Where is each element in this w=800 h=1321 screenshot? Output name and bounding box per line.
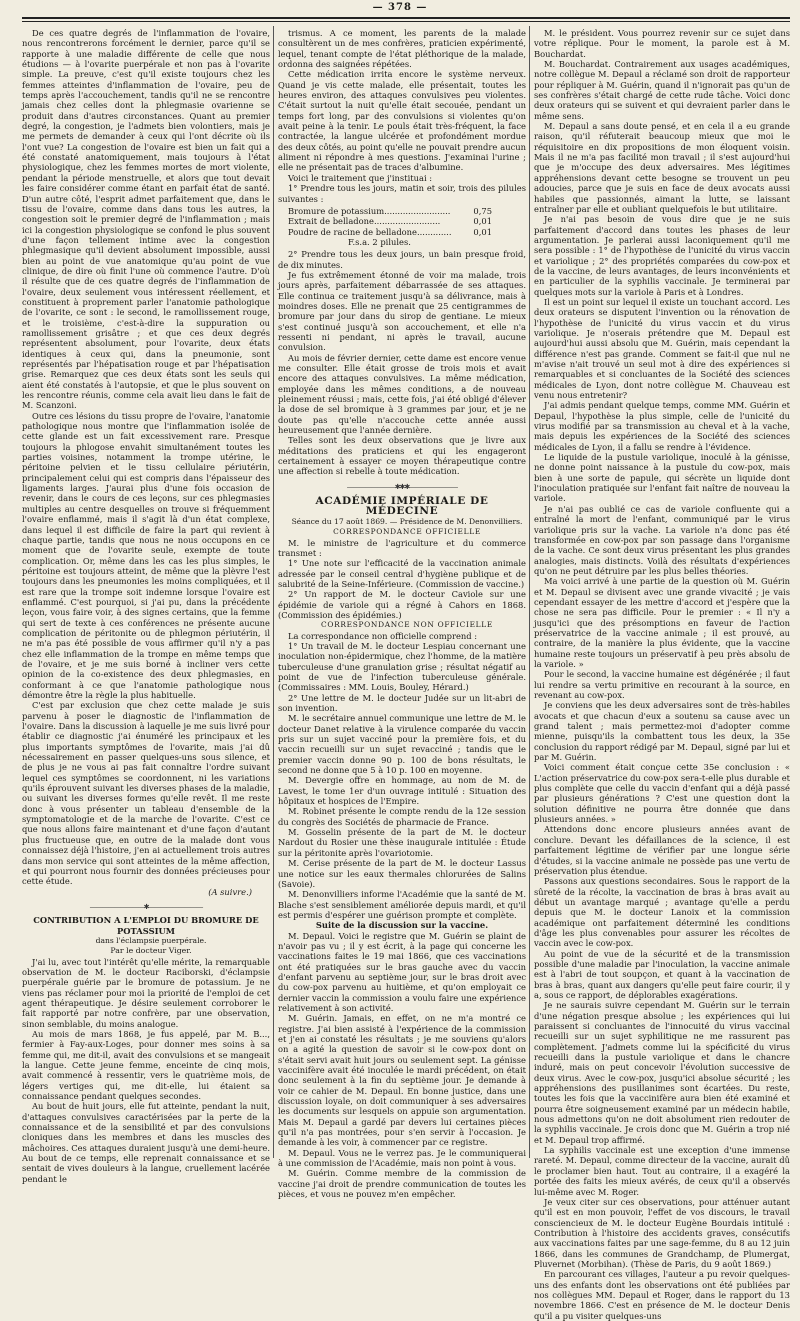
paragraph: M. Depaul. Vous ne le verrez pas. Je le communiquerai à une commission de l'Académie, mais non point à vous. (278, 1147, 526, 1169)
paragraph: M. Depaul a sans doute pensé, et en cela il a eu grande raison, qu'il réfuterait beaucoup mieux que moi le réquisitoire en dix propositions de mon éloquent voisin. Mais il ne m'a pas facilité mon travail ; il s'est aujourd'hui que je m'occupe des deux adversaires. Mes légitimes appréhensions devant cette besogne se trouvent un peu adoucies, parce que je suis en face de deux avocats aussi habiles que passionnés, aimant la lutte, se laissant entraîner par elle et oubliant quelquefois le but utilitaire. (534, 121, 790, 214)
formula-row (288, 227, 526, 237)
paragraph: Au mois de février dernier, cette dame est encore venue me consulter. Elle était grosse de trois mois et avait encore des attaques convulsives. La même médication, employée dans les mêmes conditions, a de nouveau pleinement réussi ; mais, cette fois, j'ai été obligé d'élever la dose de sel bromique à 3 grammes par jour, et je ne doute pas qu'elle n'accouche cette année aussi heureusement que l'année dernière. (278, 352, 526, 436)
formula-item: Poudre de racine de belladone............. (288, 226, 452, 237)
paragraph: Cette médication irrita encore le système nerveux. Quand je vis cette malade, elle présentait, toutes les heures environ, des attaques convulsives peu violentes. C'était surtout la nuit qu'elle était secouée, pendant un temps fort long, par des convulsions si violentes qu'on avait peine à la tenir. Le pouls était très-fréquent, la face contractée, la langue ulcérée et profondément mordue des deux côtés, au point qu'elle ne pouvait prendre aucun aliment ni répondre à mes questions. J'examinai l'urine ; elle ne présentait pas de traces d'albumine. (278, 69, 526, 173)
paragraph: Attendons donc encore plusieurs années avant de conclure. Devant les défaillances de la science, il est parfaitement légitime de vérifier par une longue série d'études, si la vaccine animale ne possède pas une vertu de préservation plus étendue. (534, 824, 790, 876)
paragraph: De ces quatre degrés de l'inflammation de l'ovaire, nous rencontrerons forcément le dernier, parce qu'il se rapporte à une maladie différente de celle que nous étudions — à l'ovarite puerpérale et non pas à l'ovarite simple. La preuve, c'est qu'il existe toujours chez les femmes atteintes d'inflammation de l'ovaire, peu de temps après l'accouchement, tandis qu'il ne se rencontre jamais chez celles dont la phlegmasie ovarienne se produit dans d'autres circonstances. Quant au premier degré, la congestion, je l'admets bien volontiers, mais je me permets de demander à ceux qui l'ont décrite où ils l'ont vue? La congestion de l'ovaire est bien un fait qui a été constaté anatomiquement, mais toujours à l'état physiologique, chez les femmes mortes de mort violente, pendant la période menstruelle, et alors que tout devait les faire considérer comme étant en parfait état de santé. D'un autre côté, l'esprit admet parfaitement que, dans le tissu de l'ovaire, comme dans dans tous les autres, la congestion soit le premier degré de l'inflammation ; mais ici la congestion physiologique se confond le plus souvent d'une façon tellement intime avec la congestion phlegmasique qu'il devient absolument impossible, aussi bien au point de vue anatomique qu'au point de vue clinique, de dire où finit l'une où commence l'autre. D'où il résulte que de ces quatre degrés de l'inflammation de l'ovaire, deux seulement vous intéressent réellement, et constituent à proprement parler l'anatomie pathologique de l'ovarite, ce sont : le second, le ramollissement rouge, et le troisième, c'est-à-dire la suppuration ou ramollissement grisâtre ; et que ces deux degrés représentent absolument, pour l'ovarite, deux états identiques à ceux qui, dans la pneumonie, sont représentés par l'hépatisation rouge et par l'hépatisation grise. Remarquez que ces deux états sont les seuls qui aient été constatés à l'autopsie, et que le plus souvent on les rencontre réunis, comme cela avait lieu dans le fait de M. Scanzoni. (22, 28, 270, 411)
section-heading: CORRESPONDANCE OFFICIELLE (333, 527, 481, 537)
paragraph: M. Guérin. Jamais, en effet, on ne m'a montré ce registre. J'ai bien assisté à l'expérience de la commission et j'en ai constaté les résultats ; je me souviens qu'alors on a agité la question de savoir si le cow-pox dont on s'était servi avait huit jours ou seulement sept. La génisse vaccinifère avait été inoculée le mardi précédent, on était donc seulement à la fin du septième jour. Je demande à voir ce cahier de M. Depaul. En bonne justice, dans une discussion loyale, on doit communiquer à ses adversaires les documents sur lesquels on appuie son argumentation. Mais M. Depaul a gardé par devers lui certaines pièces qu'il n'a pas montrées, pour s'en servir à l'occasion. Je demande à les voir, à commencer par ce registre. (278, 1013, 526, 1148)
paragraph: La correspondance non officielle comprend : (288, 630, 478, 641)
paragraph: Telles sont les deux observations que je livre aux méditations des praticiens et qui les engageront certainement à essayer ce moyen thérapeutique contre une affection si rebelle à toute médication. (278, 435, 526, 477)
section-heading: Suite de la discussion sur la vaccine. (315, 920, 489, 931)
paragraph: La syphilis vaccinale est une exception d'une immense rareté. M. Depaul, comme directeur de la vaccine, aurait dû le proclamer bien haut. Tout au contraire, il a exagéré la portée des faits les mieux avérés, de ceux qu'il a observés lui-même avec M. Roger. (534, 1145, 790, 1197)
paragraph: 2° Un rapport de M. le docteur Caviole sur une épidémie de variole qui a régné à Cahors en 1868. (Commission des épidémies.) (278, 589, 526, 620)
paragraph: Je conviens que les deux adversaires sont de très-habiles avocats et que chacun d'eux a soutenu sa cause avec un grand talent ; mais permettez-moi d'adopter comme mienne, puisqu'ils la combattent tous les deux, la 35e conclusion du rapport rédigé par M. Depaul, signé par lui et par M. Guérin. (534, 700, 790, 763)
article-subtitle: dans l'éclampsie puerpérale. (95, 935, 207, 945)
column-3 (534, 28, 790, 1321)
paragraph: 1° Une note sur l'efficacité de la vaccination animale adressée par le conseil central d'hygiène publique et de salubrité de la Seine-Inférieure. (Commission de vaccine.) (278, 558, 526, 589)
prescription-formula (288, 206, 526, 247)
header-rule-thin (22, 21, 790, 22)
paragraph: Je ne saurais suivre cependant M. Guérin sur le terrain d'une négation presque absolue ; les expériences qui lui paraissent si concluantes de l'innocuité du virus vaccinal recueilli sur un sujet syphilitique ne me rassurent pas complètement. J'admets comme lui la spécificité du virus recueilli dans la pustule variolique et dans le chancre induré, mais on peut concevoir l'évolution successive de deux virus. Avec le cow-pox, jusqu'ici absolue sécurité ; les appréhensions des pusillanimes sont écartées. Du reste, toutes les fois que la vaccinifère aura bien été examiné et pourra être soigneusement examiné par un médecin habile, nous admettons qu'on ne doit absolument rien redouter de la syphilis vaccinale. Je crois donc que M. Guérin a trop nié et M. Depaul trop affirmé. (534, 1000, 790, 1145)
paragraph: Il est un point sur lequel il existe un touchant accord. Les deux orateurs se disputent l'invention ou la rénovation de l'hypothèse de l'unicité du virus vaccin et du virus variolique. Je n'oserais prétendre que M. Depaul est aujourd'hui aussi absolu que M. Guérin, mais cependant la différence n'est pas grande. Comment se fait-il que nul ne m'avise n'ait trouvé un seul mot à dire des expériences si remarquables et si concluantes de la Société des sciences médicales de Lyon, dont notre collègue M. Chauveau est venu nous entretenir? (534, 296, 790, 401)
formula-qty: 0,75 (473, 205, 492, 216)
paragraph: Ma voici arrivé à une partie de la question où M. Guérin et M. Depaul se divisent avec une grande vivacité ; je vais cependant essayer de les mettre d'accord et j'espère que la chose ne sera pas difficile. Pour le premier : « Il n'y a jusqu'ici que des présomptions en faveur de l'action préservatrice de la vaccine animale ; il est prouvé, au contraire, de la manière la plus évidente, que la vaccine humaine reste toujours un préservatif à peu près absolu de la variole. » (534, 576, 790, 669)
paragraph: Passons aux questions secondaires. Sous le rapport de la sûreté de la récolte, la vaccination de bras à bras avait au début un avantage marqué ; avantage qu'elle a perdu depuis que M. le docteur Lanoix et la commission académique ont parfaitement déterminé les conditions d'âge les plus convenables pour assurer les récoltes de vaccin avec le cow-pox. (534, 876, 790, 949)
paragraph: M. Depaul. Voici le registre que M. Guérin se plaint de n'avoir pas vu ; il y est écrit, à la page qui concerne les vaccinations faites le 19 mai 1866, que ces vaccinations ont été pratiquées sur le bras gauche avec du vaccin d'enfant parvenu au septième jour, sur le bras droit avec du cow-pox parvenu au huitième, et qu'on employait ce dernier vaccin la commission a voulu faire une expérience relativement à son activité. (278, 930, 526, 1013)
paragraph: 2° Prendre tous les deux jours, un bain presque froid, de dix minutes. (278, 249, 526, 270)
paragraph: M. le ministre de l'agriculture et du commerce transmet : (278, 537, 526, 558)
paragraph: M. Bouchardat. Contrairement aux usages académiques, notre collègue M. Depaul a réclamé son droit de rapporteur pour répliquer à M. Guérin, quand il n'ignorait pas qu'un de ses confrères s'était chargé de cette rude tâche. Voici donc deux orateurs qui se suivent et qui devraient parler dans le même sens. (534, 59, 790, 121)
article-title: CONTRIBUTION A L'EMPLOI DU BROMURE DE POTASSIUM (33, 915, 259, 936)
paragraph: M. Gosselin présente de la part de M. le docteur Nardout du Rosier une thèse inaugurale intitulée : Étude sur la péritonite après l'ovariotomie. (278, 827, 526, 858)
paragraph: M. Robinet présente le compte rendu de la 12e session du congrès des Sociétés de pharmacie de France. (278, 806, 526, 827)
paragraph: Outre ces lésions du tissu propre de l'ovaire, l'anatomie pathologique nous montre que l'inflammation isolée de cette glande est un fait excessivement rare. Presque toujours la phlogose envahit simultanément toutes les parties voisines, notamment la trompe utérine, le péritoine pelvien et le tissu cellulaire périutérin, principalement celui qui est compris dans l'épaisseur des ligaments larges. J'aurai plus d'une fois occasion de revenir, dans le cours de ces leçons, sur ces phlegmasies multiples au centre desquelles on trouve si fréquemment l'ovaire enflammé, mais il s'agit là d'un état complexe, dans lequel il est difficile de faire la part qui revient à chaque partie, tandis que nous ne nous occupons en ce moment que de l'ovarite seule, exempte de toute complication. Or, même dans les cas les plus simples, le péritoine est toujours atteint, de même que la plèvre l'est toujours dans les pneumonies les moins compliquées, et il est rare que la trompe soit indemne lorsque l'ovaire est enflammé. C'est pourquoi, si j'ai pu, dans la précédente leçon, vous faire voir, à des signes certains, que la femme qui sert de texte à ces conférences ne présente aucune complication de péritonite ou de phlegmon périutérin, il ne m'a pas été possible de vous affirmer qu'il n'y a pas chez elle inflammation de la trompe en même temps que de l'ovaire, et je me suis borné à incliner vers cette opinion de la co-existence des deux phlegmasies, en conformant à ce que l'anatomie pathologique nous démontre être la règle la plus habituelle. (22, 410, 270, 700)
paragraph: Le liquide de la pustule variolique, inoculé à la génisse, ne donne point naissance à la pustule du cow-pox, mais bien à une sorte de papule, qui sécrète un liquide dont l'inoculation pratiquée sur l'enfant fait naître de nouveau la variole. (534, 452, 790, 504)
paragraph: Pour le second, la vaccine humaine est dégénérée ; il faut lui rendre sa vertu primitive en recourant à la source, en revenant au cow-pox. (534, 669, 790, 700)
paragraph: Je n'ai pas besoin de vous dire que je ne suis parfaitement d'accord dans toutes les phases de leur argumentation. Je parlerai aussi laconiquement qu'il me sera possible : 1° de l'hypothèse de l'unicité du virus vaccin et variolique ; 2° des propriétés comparées du cow-pox et de la vaccine, de leurs avantages, de leurs inconvénients et en particulier de la syphilis vaccinale. Je terminerai par quelques mots sur la variole à Paris et à Londres. (534, 214, 790, 297)
formula-row (288, 216, 526, 226)
formula-item: Extrait de belladone......................... (288, 216, 441, 227)
formula-row (288, 206, 526, 216)
paragraph: 2° Une lettre de M. le docteur Judée sur un lit-abri de son invention. (278, 692, 526, 713)
paragraph: Au point de vue de la sécurité et de la transmission possible d'une maladie par l'inoculation, la vaccine animale est à l'abri de tout soupçon, et quant à la vaccination de bras à bras, quant aux dangers qu'elle peut faire courir, il y a, sous ce rapport, de déplorables exagérations. (534, 948, 790, 1000)
paragraph: Je veux citer sur ces observations, pour atténuer autant qu'il est en mon pouvoir, l'effet de vos discours, le travail consciencieux de M. le docteur Eugène Bourdais intitulé : Contribution à l'histoire des accidents graves, consécutifs aux vaccinations faites par une sage-femme, du 8 au 12 juin 1866, dans les communes de Grandchamp, de Plumergat, Pluvernet (Morbihan). (Thèse de Paris, du 9 août 1869.) (534, 1196, 790, 1269)
column-divider (529, 26, 530, 1158)
academy-title: ACADÉMIE IMPÉRIALE DE MÉDECINE (315, 495, 489, 518)
paragraph: M. Devergie offre en hommage, au nom de M. de Lavest, le tome 1er d'un ouvrage intitulé : Situation des hôpitaux et hospices de l'Empire. (278, 775, 526, 807)
paragraph: M. Cerise présente de la part de M. le docteur Lassus une notice sur les eaux thermales chlorurées de Salins (Savoie). (278, 858, 526, 889)
formula-qty: 0,01 (473, 226, 492, 237)
paragraph: M. le secrétaire annuel communique une lettre de M. le docteur Danet relative à la virulence comparée du vaccin pris sur un sujet vacciné pour la première fois, et du vaccin recueilli sur un sujet revacciné ; tandis que le premier vaccin donne 90 p. 100 de bons résultats, le second ne donne que 5 à 10 p. 100 en moyenne. (278, 713, 526, 776)
academy-session: Séance du 17 août 1869. — Présidence de M. Denonvilliers. (291, 516, 523, 526)
formula-total: F.s.a. 2 pilules. (348, 236, 411, 247)
section-separator: —————————✱————————— (89, 902, 203, 911)
column-1 (22, 28, 270, 1184)
paragraph: Voici comment était conçue cette 35e conclusion : « L'action préservatrice du cow-pox sera-t-elle plus durable et plus complète que celle du vaccin d'enfant qui a déjà passé par plusieurs générations ? C'est une question dont la solution définitive ne pourra être donnée que dans plusieurs années. » (534, 762, 790, 825)
paragraph: M. le président. Vous pourrez revenir sur ce sujet dans votre réplique. Pour le moment, la parole est à M. Bouchardat. (534, 28, 790, 59)
paragraph: J'ai lu, avec tout l'intérêt qu'elle mérite, la remarquable observation de M. le docteur Raciborski, d'éclampsie puerpérale guérie par le bromure de potassium. Je ne viens pas réclamer pour moi la priorité de l'emploi de cet agent thérapeutique. Je désire seulement corroborer le fait rapporté par notre confrère, par une observation, sinon semblable, du moins analogue. (22, 956, 270, 1029)
paragraph: trismus. A ce moment, les parents de la malade consultèrent un de mes confrères, praticien expérimenté, lequel, tenant compte de l'état pléthorique de la malade, ordonna des saignées répétées. (278, 28, 526, 70)
paragraph: M. Denonvilliers informe l'Académie que la santé de M. Blache s'est sensiblement améliorée depuis mardi, et qu'il est permis d'espérer une guérison prompte et complète. (278, 889, 526, 920)
paragraph: Je fus extrêmement étonné de voir ma malade, trois jours après, parfaitement débarrassée de ses attaques. Elle continua ce traitement jusqu'à sa délivrance, mais à moindres doses. Elle ne prenait que 25 centigrammes de bromure par jour dans du sirop de gentiane. Le mieux s'est continué jusqu'à son accouchement, et elle n'a ressenti ni pendant, ni après le travail, aucune convulsion. (278, 269, 526, 353)
paragraph: M. Guérin. Comme membre de la commission de vaccine j'ai droit de prendre communication de toutes les pièces, et vous ne pouvez m'en empêcher. (278, 1168, 526, 1200)
paragraph: Je n'ai pas oublié ce cas de variole confluente qui a entraîné la mort de l'enfant, communiqué par le virus variolique pris sur la vache. La variole n'a donc pas été transformée en cow-pox par son passage dans l'organisme de la vache. Ce sont deux virus présentant les plus grandes analogies, mais distincts. Voilà des résultats d'expériences qu'on ne peut détruire par les plus belles théories. (534, 503, 790, 576)
paragraph: J'ai admis pendant quelque temps, comme MM. Guérin et Depaul, l'hypothèse la plus simple, celle de l'unicité du virus modifié par sa transmission au cheval et à la vache, mais depuis les expériences de la Société des sciences médicales de Lyon, il a fallu se rendre à l'évidence. (534, 400, 790, 452)
paragraph: Au bout de huit jours, elle fut atteinte, pendant la nuit, d'attaques convulsives caractérisées par la perte de la connaissance et de la sensibilité et par des convulsions cloniques dans les membres et dans les muscles des mâchoires. Ces attaques duraient jusqu'à une demi-heure. Au bout de ce temps, elle reprenait connaissance et se sentait de vives douleurs à la langue, cruellement lacérée pendant le (22, 1101, 270, 1184)
formula-item: Bromure de potassium......................... (288, 205, 451, 216)
to-be-continued: (A suivre.) (208, 886, 252, 897)
paragraph: C'est par exclusion que chez cette malade je suis parvenu à poser le diagnostic de l'inflammation de l'ovaire. Dans la discussion à laquelle je me suis livré pour établir ce diagnostic j'ai énuméré les principaux et les plus importants symptômes de l'ovarite, mais j'ai dû nécessairement en passer quelques-uns sous silence, et de plus je ne vous ai pas fait connaître l'ordre suivant lequel ces symptômes se coordonnent, ni les variations qu'ils éprouvent suivant les diverses phases de la maladie, ou suivant les diverses formes qu'elle revêt. Il me reste donc à vous présenter un tableau d'ensemble de la symptomatologie et de la marche de l'ovarite. C'est ce que nous allons faire maintenant et d'une façon d'autant plus fructueuse que, en outre de la malade dont vous connaissez déjà l'histoire, j'en ai actuellement trois autres dans mon service qui sont atteintes de la même affection, et qui pourront nous fournir des données précieuses pour cette étude. (22, 700, 270, 887)
section-heading: CORRESPONDANCE NON OFFICIELLE (321, 620, 493, 630)
formula-qty: 0,01 (473, 216, 492, 227)
page-number: — 378 — (372, 2, 428, 13)
paragraph: Au mois de mars 1868, je fus appelé, par M. B..., fermier à Fay-aux-Loges, pour donner mes soins à sa femme qui, me dit-il, avait des convulsions et se mangeait la langue. Cette jeune femme, enceinte de cinq mois, avait commencé à ressentir, vers le quatrième mois, de légers vertiges qui, me dit-elle, lui étaient sa connaissance pendant quelques secondes. (22, 1029, 270, 1102)
column-divider (273, 26, 274, 1158)
paragraph: 1° Prendre tous les jours, matin et soir, trois des pilules suivantes : (278, 183, 526, 204)
section-separator: ————————✱✱✱———————— (346, 482, 458, 491)
header-rule (22, 17, 790, 19)
column-2 (278, 28, 526, 1200)
article-author: Par le docteur Viger. (110, 946, 192, 956)
paragraph: En parcourant ces villages, l'auteur a pu revoir quelques-uns des enfants dont les observations ont été publiées par nos collègues MM. Depaul et Roger, dans le rapport du 13 novembre 1866. C'est en présence de M. le docteur Denis qu'il a pu visiter quelques-uns (534, 1269, 790, 1321)
paragraph: 1° Un travail de M. le docteur Lespiau concernant une inoculation non-épidermique, chez l'homme, de la matière tuberculeuse d'une granulation grise ; résultat négatif au point de vue de l'infection tuberculeuse générale. (Commissaires : MM. Louis, Bouley, Hérard.) (278, 640, 526, 693)
paragraph: Voici le traitement que j'instituai : (288, 172, 433, 183)
